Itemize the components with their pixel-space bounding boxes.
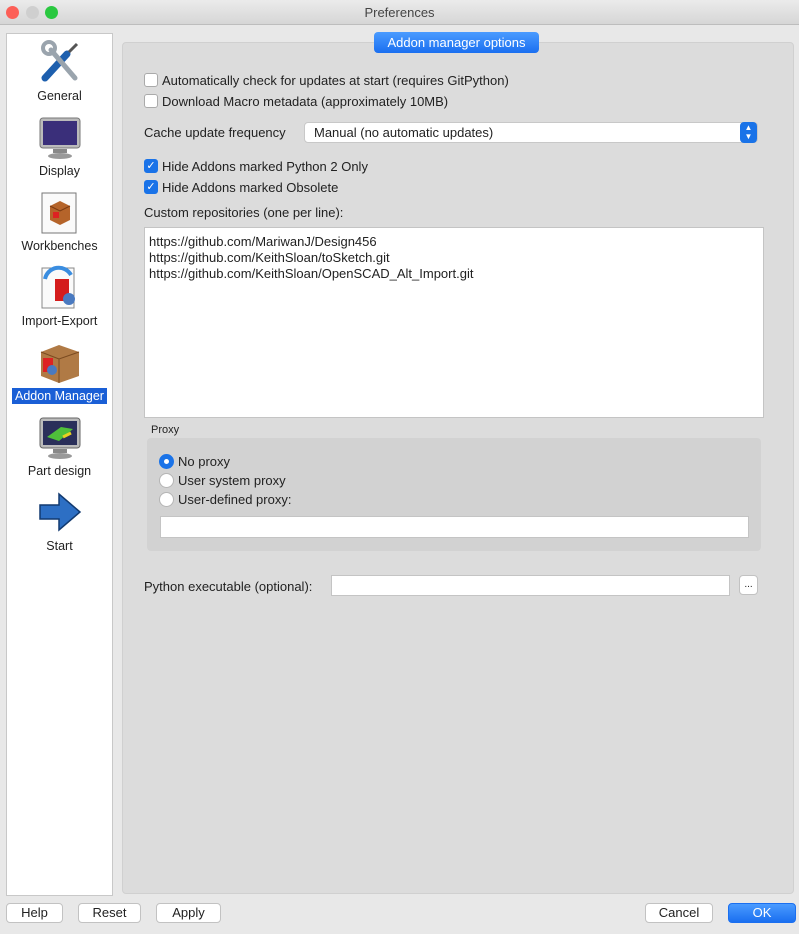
cache-frequency-select[interactable]: Manual (no automatic updates) ▲ ▼ [304, 122, 758, 143]
window-title: Preferences [364, 5, 435, 20]
download-macro-checkbox[interactable] [144, 94, 158, 108]
sidebar-item-general[interactable] [7, 36, 112, 111]
browse-button[interactable]: ... [739, 575, 758, 595]
sidebar-item-label: Display [39, 164, 80, 178]
auto-check-label: Automatically check for updates at start (requires GitPython) [162, 73, 509, 88]
proxy-url-input[interactable] [160, 516, 749, 538]
sidebar-item-import-export[interactable] [7, 261, 112, 336]
arrow-right-icon [37, 490, 83, 536]
sidebar-item-part-design[interactable] [7, 411, 112, 486]
hide-py2-label: Hide Addons marked Python 2 Only [162, 159, 368, 174]
sidebar-item-start[interactable] [7, 486, 112, 561]
reset-button[interactable]: Reset [78, 903, 141, 923]
cache-frequency-label: Cache update frequency [144, 125, 286, 140]
auto-check-checkbox[interactable] [144, 73, 158, 87]
cancel-button[interactable]: Cancel [645, 903, 713, 923]
user-proxy-label: User-defined proxy: [178, 492, 292, 507]
sidebar-item-display[interactable] [7, 111, 112, 186]
user-proxy-radio[interactable] [159, 492, 174, 507]
sidebar-item-label: Part design [27, 464, 92, 478]
python-exe-input[interactable] [331, 575, 730, 596]
sidebar-item-label: General [37, 89, 82, 103]
chevron-updown-icon: ▲ ▼ [740, 122, 757, 143]
title-bar [0, 0, 799, 25]
sidebar-item-addon-manager[interactable] [7, 336, 112, 411]
repo-line: https://github.com/KeithSloan/toSketch.git [149, 250, 390, 265]
tab-addon-manager-options[interactable]: Addon manager options [374, 32, 539, 53]
repo-line: https://github.com/KeithSloan/OpenSCAD_Alt_Import.git [149, 266, 474, 281]
monitor-icon [37, 115, 83, 161]
sidebar-item-label: Addon Manager [7, 389, 112, 403]
system-proxy-radio[interactable] [159, 473, 174, 488]
system-proxy-label: User system proxy [178, 473, 286, 488]
proxy-group-title: Proxy [151, 424, 180, 436]
addon-box-icon [37, 340, 83, 386]
download-macro-label: Download Macro metadata (approximately 10MB) [162, 94, 449, 109]
python-exe-label: Python executable (optional): [144, 579, 313, 594]
help-button[interactable]: Help [6, 903, 63, 923]
no-proxy-label: No proxy [178, 454, 231, 469]
hide-py2-checkbox[interactable]: ✓ [144, 159, 158, 173]
sidebar-item-label: Import-Export [21, 314, 98, 328]
sidebar [6, 33, 113, 896]
ok-button[interactable]: OK [728, 903, 796, 923]
sidebar-item-label: Workbenches [21, 239, 98, 253]
sidebar-item-workbenches[interactable] [7, 186, 112, 261]
apply-button[interactable]: Apply [156, 903, 221, 923]
import-export-icon [37, 265, 83, 311]
part-design-icon [37, 415, 83, 461]
hide-obsolete-label: Hide Addons marked Obsolete [162, 180, 339, 195]
no-proxy-radio[interactable] [159, 454, 174, 469]
sidebar-item-label: Start [46, 539, 73, 553]
repo-line: https://github.com/MariwanJ/Design456 [149, 234, 377, 249]
hide-obsolete-checkbox[interactable]: ✓ [144, 180, 158, 194]
custom-repos-textarea[interactable] [144, 227, 764, 418]
repos-label: Custom repositories (one per line): [144, 205, 344, 220]
tools-icon [37, 40, 83, 86]
workbench-icon [37, 190, 83, 236]
